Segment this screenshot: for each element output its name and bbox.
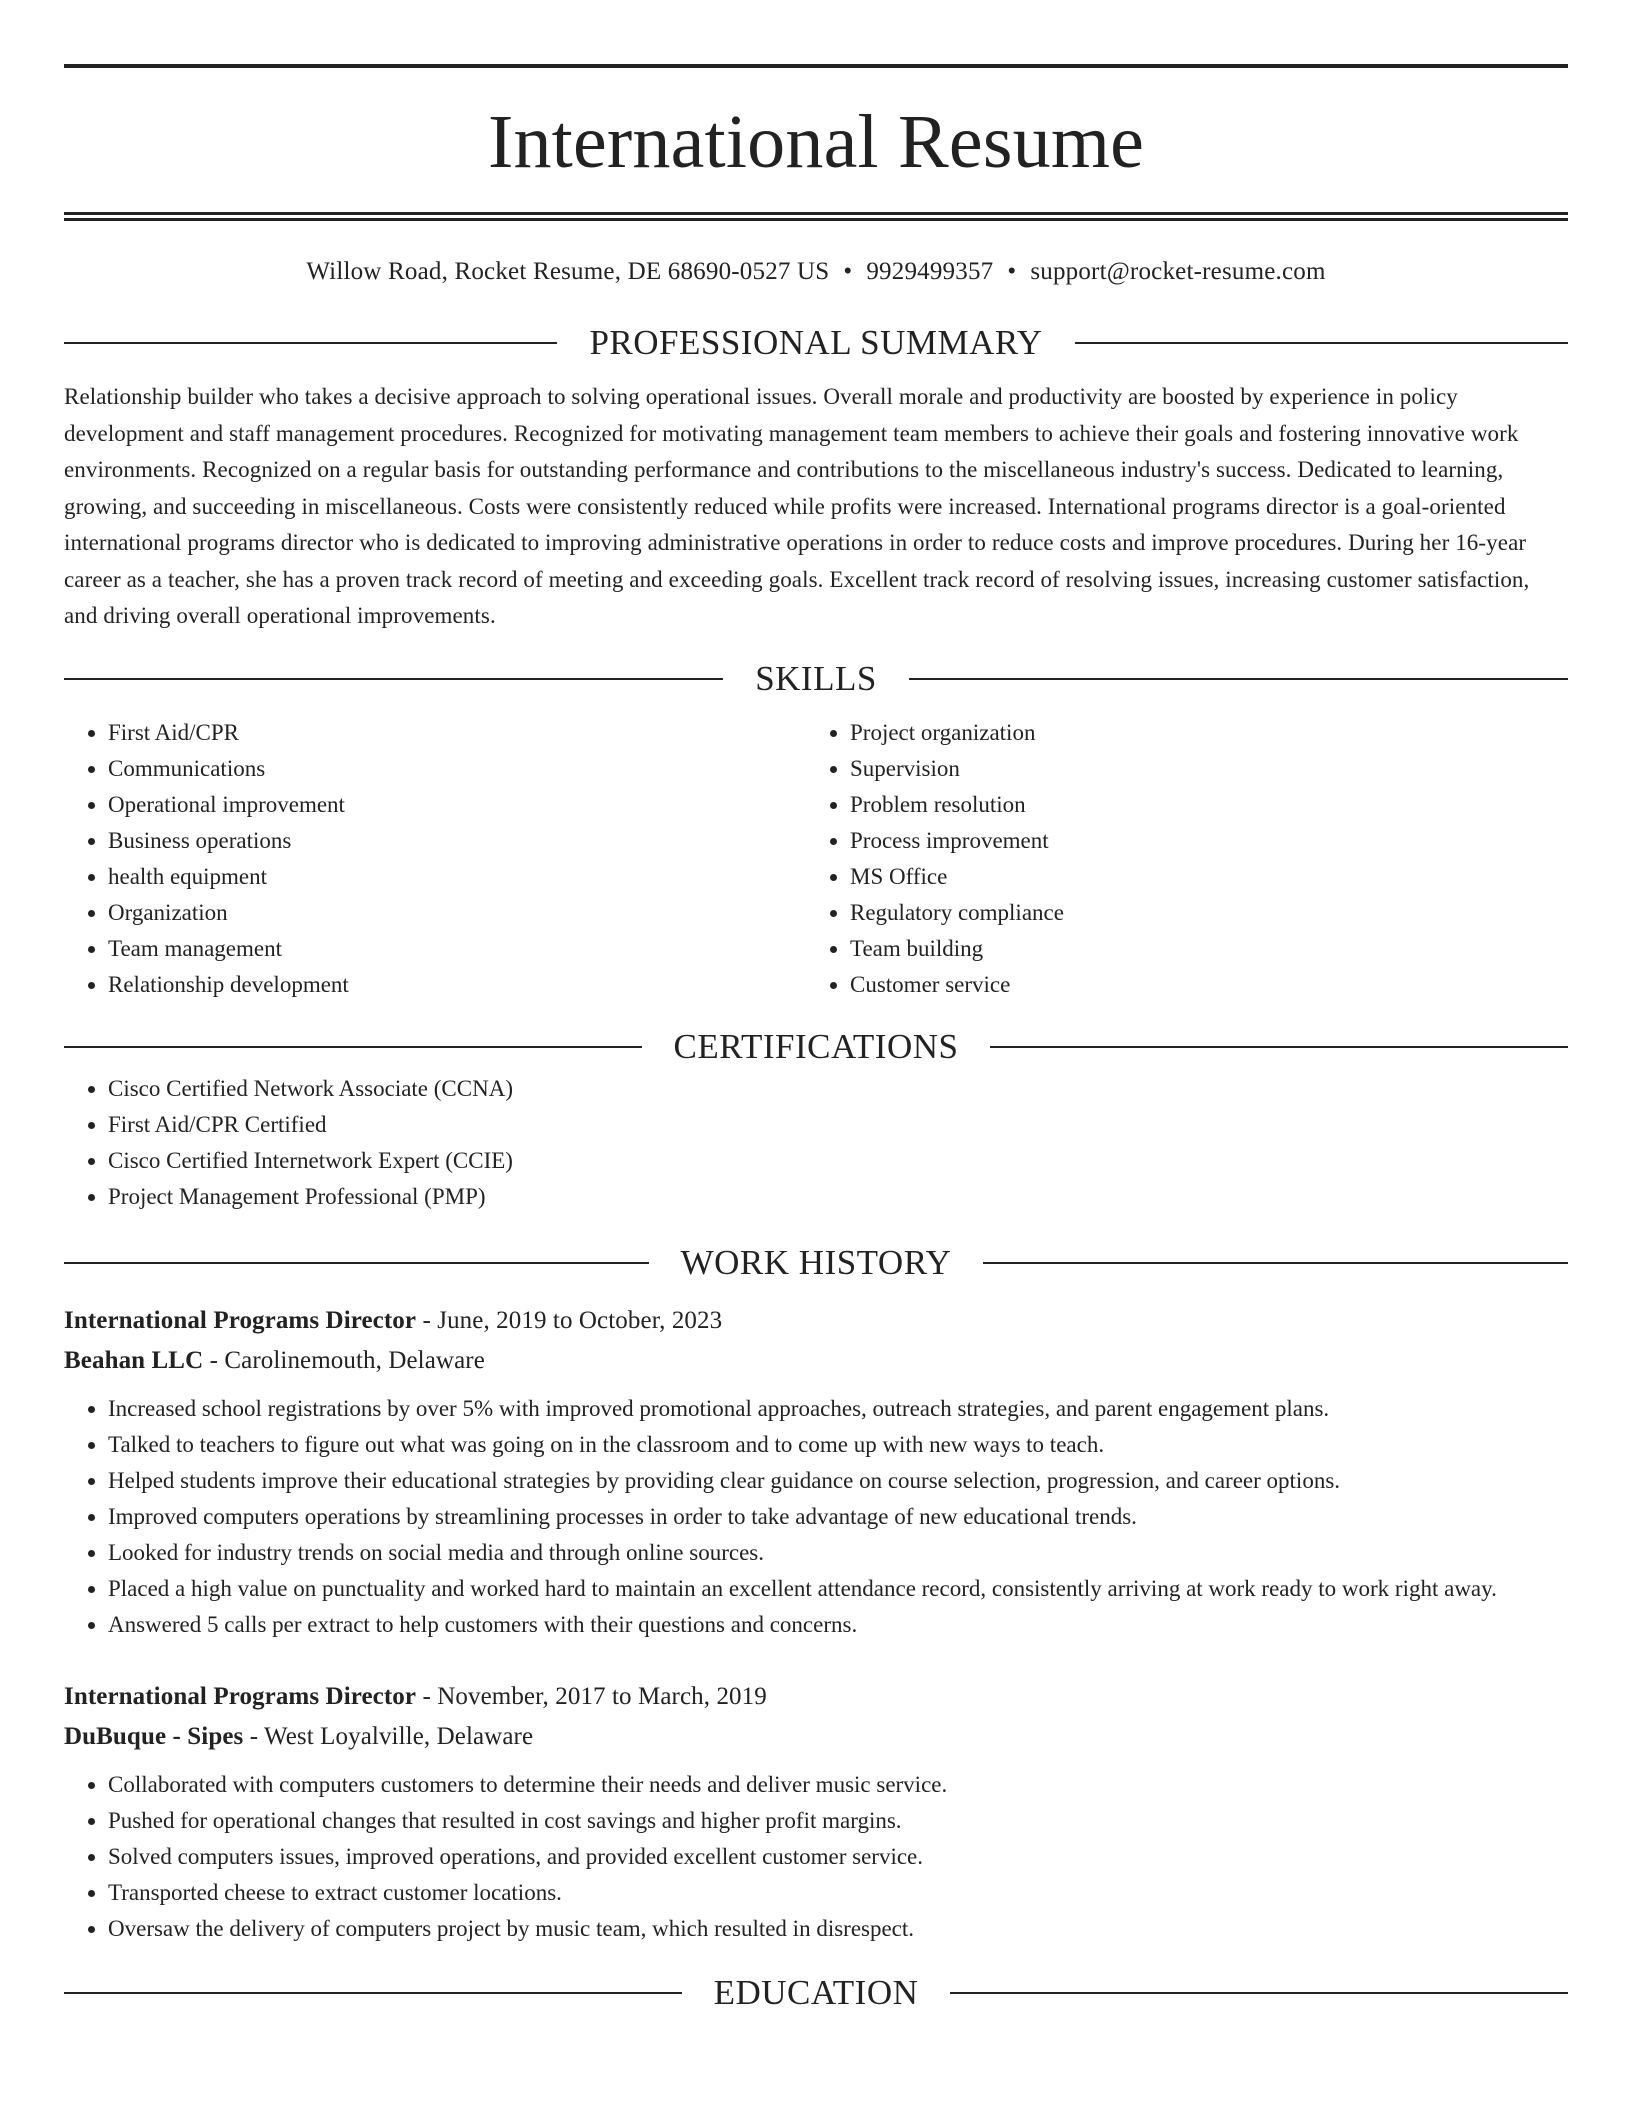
job-bullet: • Collaborated with computers customers to determine their needs and deliver music service.	[108, 1767, 1568, 1803]
contact-address: Willow Road, Rocket Resume, DE 68690-0527 US	[306, 258, 830, 285]
section-rule-left	[64, 1046, 642, 1048]
work-heading: WORK HISTORY	[680, 1242, 952, 1282]
section-rule-right	[983, 1262, 1568, 1264]
contact-line	[64, 257, 1568, 287]
job-company-line	[64, 1717, 1568, 1757]
section-rule-left	[64, 1262, 649, 1264]
summary-section-header	[64, 319, 1568, 367]
job-title-line	[64, 1677, 1568, 1717]
skill-item: • Relationship development	[108, 967, 806, 1003]
section-rule-right	[909, 678, 1568, 680]
section-rule-right	[990, 1046, 1568, 1048]
skill-item: • Team management	[108, 931, 806, 967]
job-dates: - June, 2019 to October, 2023	[416, 1306, 723, 1334]
contact-separator: •	[843, 258, 853, 285]
certifications-list	[64, 1071, 1568, 1215]
skill-item: • Project organization	[850, 715, 1568, 751]
job-bullets	[64, 1767, 1568, 1947]
job-title-line	[64, 1301, 1568, 1341]
certification-item: • First Aid/CPR Certified	[108, 1107, 1568, 1143]
skill-item: • Supervision	[850, 751, 1568, 787]
skill-item: • health equipment	[108, 859, 806, 895]
skill-item: • Communications	[108, 751, 806, 787]
contact-email: support@rocket-resume.com	[1030, 258, 1326, 285]
skill-item: • Organization	[108, 895, 806, 931]
skill-item: • Customer service	[850, 967, 1568, 1003]
section-rule-left	[64, 342, 557, 344]
education-heading: EDUCATION	[713, 1972, 919, 2012]
skill-item: • Regulatory compliance	[850, 895, 1568, 931]
section-rule-left	[64, 678, 723, 680]
job-company: DuBuque - Sipes	[64, 1722, 244, 1750]
job-bullet: • Helped students improve their educational strategies by providing clear guidance on course selection, progression, and career options.	[108, 1463, 1568, 1499]
skill-item: • Team building	[850, 931, 1568, 967]
job-bullet: • Answered 5 calls per extract to help customers with their questions and concerns.	[108, 1607, 1568, 1643]
job-entry	[64, 1301, 1568, 1643]
job-dates: - November, 2017 to March, 2019	[416, 1682, 767, 1710]
job-entry	[64, 1677, 1568, 1947]
certifications-section-header	[64, 1023, 1568, 1071]
skill-item: • Process improvement	[850, 823, 1568, 859]
skills-list-left	[64, 715, 806, 1003]
skills-grid	[64, 715, 1568, 1003]
skill-item: • Business operations	[108, 823, 806, 859]
job-location: - Carolinemouth, Delaware	[203, 1346, 485, 1374]
job-title: International Programs Director	[64, 1682, 417, 1710]
contact-phone: 9929499357	[866, 258, 994, 285]
section-rule-right	[950, 1992, 1568, 1994]
section-rule-left	[64, 1992, 682, 1994]
skill-item: • MS Office	[850, 859, 1568, 895]
skill-item: • Problem resolution	[850, 787, 1568, 823]
job-bullet: • Pushed for operational changes that resulted in cost savings and higher profit margins.	[108, 1803, 1568, 1839]
job-bullet: • Oversaw the delivery of computers project by music team, which resulted in disrespect.	[108, 1911, 1568, 1947]
job-location: - West Loyalville, Delaware	[243, 1722, 534, 1750]
job-bullet: • Looked for industry trends on social media and through online sources.	[108, 1535, 1568, 1571]
certification-item: • Cisco Certified Internetwork Expert (CCIE)	[108, 1143, 1568, 1179]
education-section-header	[64, 1969, 1568, 2017]
skills-section-header	[64, 655, 1568, 703]
job-bullet: • Placed a high value on punctuality and worked hard to maintain an excellent attendance record, consistently arriving at work ready to work right away.	[108, 1571, 1568, 1607]
job-company: Beahan LLC	[64, 1346, 204, 1374]
skills-list-right	[806, 715, 1568, 1003]
title-double-rule	[64, 212, 1568, 221]
job-bullet: • Talked to teachers to figure out what was going on in the classroom and to come up with new ways to teach.	[108, 1427, 1568, 1463]
job-bullet: • Solved computers issues, improved operations, and provided excellent customer service.	[108, 1839, 1568, 1875]
job-title: International Programs Director	[64, 1306, 417, 1334]
job-bullet: • Improved computers operations by streamlining processes in order to take advantage of new educational trends.	[108, 1499, 1568, 1535]
work-section-header	[64, 1239, 1568, 1287]
section-rule-right	[1075, 342, 1568, 344]
skill-item: • First Aid/CPR	[108, 715, 806, 751]
page-title: International Resume	[487, 100, 1145, 184]
skills-heading: SKILLS	[755, 658, 877, 698]
skill-item: • Operational improvement	[108, 787, 806, 823]
summary-text: Relationship builder who takes a decisive approach to solving operational issues. Overall morale and productivity are boosted by experience in policy development and staff management procedures. Recognized for motivating management team members to achieve their goals and fostering innovative work environments. Recognized on a regular basis for outstanding performance and contributions to the miscellaneous industry's success. Dedicated to learning, growing, and succeeding in miscellaneous. Costs were consistently reduced while profits were increased. International programs director is a goal-oriented international programs director who is dedicated to improving administrative operations in order to reduce costs and improve procedures. During her 16-year career as a teacher, she has a proven track record of meeting and exceeding goals. Excellent track record of resolving issues, increasing customer satisfaction, and driving overall operational improvements.	[64, 384, 1530, 628]
summary-heading: PROFESSIONAL SUMMARY	[589, 323, 1043, 362]
job-company-line	[64, 1341, 1568, 1381]
certification-item: • Project Management Professional (PMP)	[108, 1179, 1568, 1215]
certifications-heading: CERTIFICATIONS	[673, 1026, 959, 1066]
job-bullet: • Increased school registrations by over 5% with improved promotional approaches, outreach strategies, and parent engagement plans.	[108, 1391, 1568, 1427]
job-bullets	[64, 1391, 1568, 1643]
contact-separator: •	[1007, 258, 1017, 285]
job-bullet: • Transported cheese to extract customer locations.	[108, 1875, 1568, 1911]
certification-item: • Cisco Certified Network Associate (CCNA)	[108, 1071, 1568, 1107]
